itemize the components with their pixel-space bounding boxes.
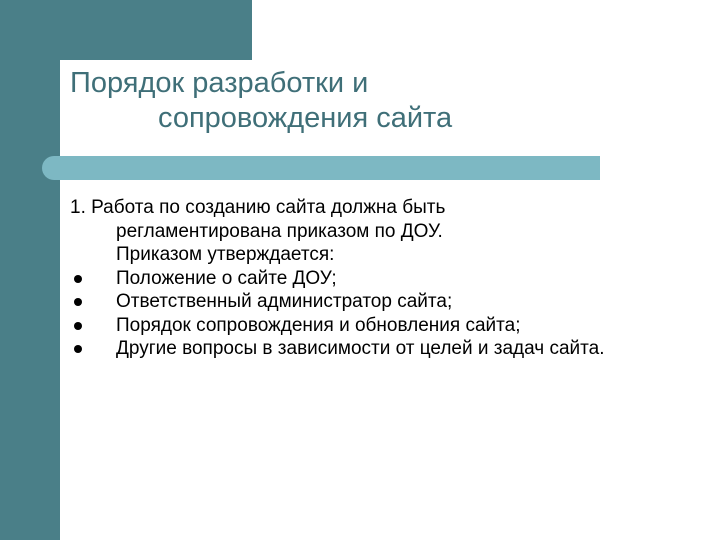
top-accent-block xyxy=(0,0,252,60)
title-line-1: Порядок разработки и xyxy=(70,67,369,99)
slide-content xyxy=(70,196,630,361)
bullet-list xyxy=(70,267,630,361)
intro-first-line: 1. Работа по созданию сайта должна быть xyxy=(70,197,446,218)
bullet-text: Порядок сопровождения и обновления сайта; xyxy=(116,314,521,336)
bullet-text: Положение о сайте ДОУ; xyxy=(116,267,337,289)
bullet-dot-icon xyxy=(74,298,82,306)
bullet-text: Другие вопросы в зависимости от целей и задач сайта. xyxy=(116,338,605,359)
list-item xyxy=(70,290,630,314)
slide-title xyxy=(70,66,630,136)
title-line-2: сопровождения сайта xyxy=(158,102,453,134)
title-divider-bar xyxy=(60,156,600,180)
bullet-dot-icon xyxy=(74,322,82,330)
list-item xyxy=(70,267,630,291)
intro-paragraph xyxy=(70,196,630,267)
list-item xyxy=(70,337,630,361)
bullet-dot-icon xyxy=(74,345,82,353)
intro-continuation: регламентирована приказом по ДОУ. Приказом утверждается: xyxy=(116,220,443,265)
left-accent-bar xyxy=(0,0,60,540)
list-item xyxy=(70,314,630,338)
bullet-dot-icon xyxy=(74,275,82,283)
bullet-text: Ответственный администратор сайта; xyxy=(116,291,453,312)
